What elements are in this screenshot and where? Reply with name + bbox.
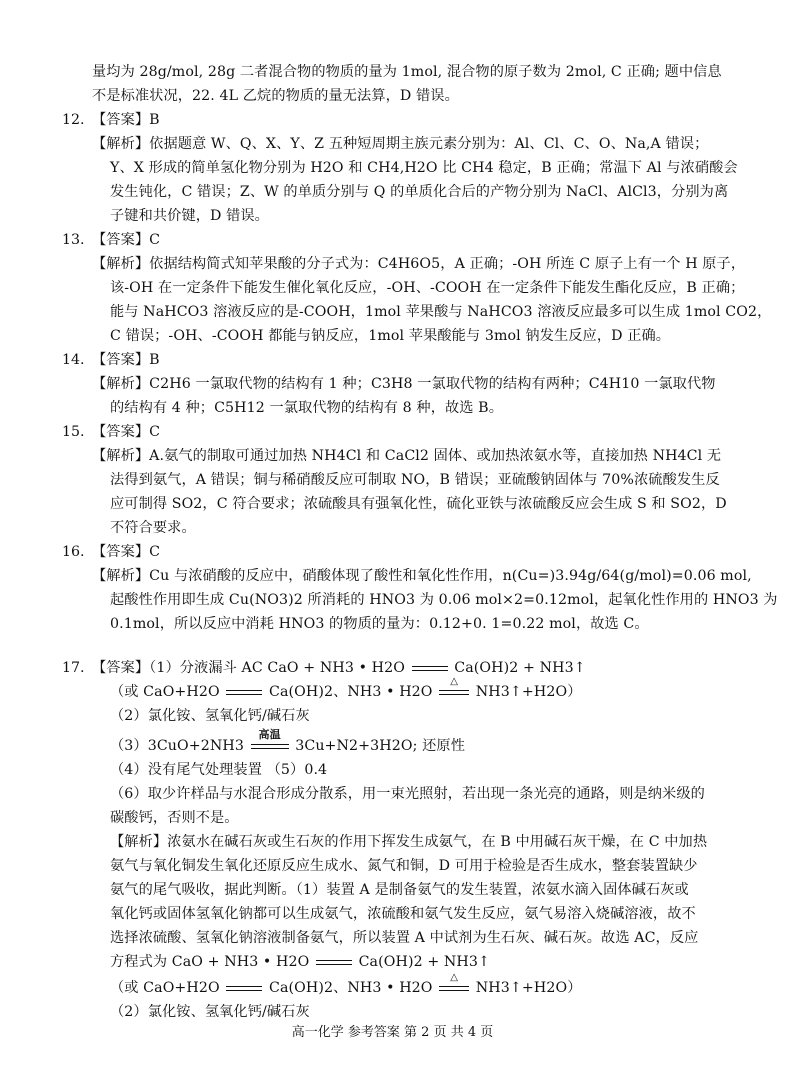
answer-line: 【答案】C	[92, 232, 161, 248]
text-line: （2）氯化铵、氢氧化钙/碱石灰	[110, 1004, 310, 1020]
text-line: 应可制得 SO2，C 符合要求；浓硫酸具有强氧化性，硫化亚铁与浓硫酸反应会生成 S 和 SO2，D	[110, 496, 727, 512]
equation-left: （或 CaO+H2O	[110, 980, 220, 996]
equation-line	[110, 727, 465, 757]
analysis-line: 【解析】C2H6 一氯取代物的结构有 1 种；C3H8 一氯取代物的结构有两种；C4H10 一氯取代物	[92, 376, 716, 392]
text-line: 该-OH 在一定条件下能发生催化氧化反应，-OH、-COOH 在一定条件下能发生酯化反应，B 正确；	[110, 280, 745, 296]
equals-sign	[316, 960, 352, 965]
analysis-line: 【解析】A.氨气的制取可通过加热 NH4Cl 和 CaCl2 固体、或加热浓氨水等，直接加热 NH4Cl 无	[92, 448, 722, 464]
text-line: 不是标准状况，22. 4L 乙烷的物质的量无法算，D 错误。	[92, 88, 459, 104]
equation-line	[110, 675, 582, 703]
analysis-line: 【解析】Cu 与浓硝酸的反应中，硝酸体现了酸性和氧化性作用，n(Cu=)3.94g/64(g/mol)=0.06 mol,	[92, 568, 752, 584]
analysis-line: 【解析】依据题意 W、Q、X、Y、Z 五种短周期主族元素分别为：Al、Cl、C、O、Na,A 错误；	[92, 136, 709, 152]
text-line: 能与 NaHCO3 溶液反应的是-COOH，1mol 苹果酸与 NaHCO3 溶液反应最多可以生成 1mol CO2，	[110, 304, 772, 320]
text-line: （6）取少许样品与水混合形成分散系，用一束光照射，若出现一条光亮的通路，则是纳米级的	[110, 786, 705, 802]
page-footer: 高一化学 参考答案 第 2 页 共 4 页	[291, 1025, 494, 1040]
analysis-line: 【解析】依据结构简式知苹果酸的分子式为：C4H6O5，A 正确；-OH 所连 C 原子上有一个 H 原子，	[92, 256, 746, 272]
equation-right: NH3↑+H2O）	[475, 980, 582, 996]
text-line: 碳酸钙，否则不是。	[110, 810, 239, 826]
text-line: 的结构有 4 种；C5H12 一氯取代物的结构有 8 种，故选 B。	[110, 400, 503, 416]
answer-line: 【答案】B	[92, 112, 160, 128]
equation-right: NH3↑+H2O）	[475, 684, 582, 700]
text-line: 法得到氨气，A 错误；铜与稀硝酸反应可制取 NO，B 错误；亚硫酸钠固体与 70%浓硫酸发生反	[110, 472, 720, 488]
high-temp-label: 高温	[258, 727, 281, 741]
equation-line	[110, 971, 582, 999]
equation-left: （或 CaO+H2O	[110, 684, 220, 700]
equation-left: 方程式为 CaO + NH3 • H2O	[110, 954, 310, 970]
equation-line	[110, 951, 490, 973]
text-line: 氨气的尾气吸收，据此判断。（1）装置 A 是制备氨气的发生装置，浓氨水滴入固体碱石灰或	[110, 882, 689, 898]
text-line: 氨气与氧化铜发生氧化还原反应生成水、氮气和铜，D 可用于检验是否生成水，整套装置缺少	[110, 858, 698, 874]
text-line: （4）没有尾气处理装置 （5）0.4	[110, 762, 328, 778]
equation-left: 【答案】（1）分液漏斗 AC CaO + NH3 • H2O	[92, 660, 406, 676]
heated-equals-sign	[439, 971, 469, 991]
equals-sign	[226, 690, 262, 695]
question-number: 12.	[62, 112, 85, 128]
high-temp-equals-sign	[251, 727, 289, 749]
text-line: 子键和共价键，D 错误。	[110, 208, 269, 224]
text-line: Y、X 形成的简单氢化物分别为 H2O 和 CH4,H2O 比 CH4 稳定，B 正确；常温下 Al 与浓硝酸会	[110, 160, 738, 176]
equation-right: Ca(OH)2 + NH3↑	[454, 660, 586, 676]
equation-right: Ca(OH)2 + NH3↑	[358, 954, 491, 970]
equation-right: 3Cu+N2+3H2O; 还原性	[295, 738, 465, 754]
answer-line: 【答案】C	[92, 544, 161, 560]
text-line: 不符合要求。	[110, 520, 196, 536]
question-number: 15.	[62, 424, 85, 440]
heated-equals-sign	[439, 675, 469, 695]
question-number: 16.	[62, 544, 85, 560]
answer-line: 【答案】C	[92, 424, 161, 440]
answer-line	[92, 657, 586, 679]
text-line: 选择浓硫酸、氢氧化钠溶液制备氨气，所以装置 A 中试剂为生石灰、碱石灰。故选 AC，反应	[110, 930, 699, 946]
answer-line: 【答案】B	[92, 352, 160, 368]
heat-symbol: △	[450, 675, 459, 687]
text-line: 起酸性作用即生成 Cu(NO3)2 所消耗的 HNO3 为 0.06 mol×2=0.12mol，起氧化性作用的 HNO3 为	[110, 592, 778, 608]
text-line: 量均为 28g/mol, 28g 二者混合物的物质的量为 1mol, 混合物的原子数为 2mol, C 正确; 题中信息	[92, 64, 722, 80]
text-line: 氧化钙或固体氢氧化钠都可以生成氨气，浓硫酸和氨气发生反应，氨气易溶入烧碱溶液，故不	[110, 906, 696, 922]
text-line: 发生钝化，C 错误；Z、W 的单质分别与 Q 的单质化合后的产物分别为 NaCl、AlCl3，分别为离	[110, 184, 729, 200]
text-line: C 错误；-OH、-COOH 都能与钠反应，1mol 苹果酸能与 3mol 钠发生反应，D 正确。	[110, 328, 671, 344]
text-line: 0.1mol，所以反应中消耗 HNO3 的物质的量为：0.12+0. 1=0.22 mol，故选 C。	[110, 616, 649, 632]
question-number: 13.	[62, 232, 85, 248]
equals-sign	[412, 666, 448, 671]
equals-sign	[226, 986, 262, 991]
analysis-line: 【解析】浓氨水在碱石灰或生石灰的作用下挥发生成氨气，在 B 中用碱石灰干燥，在 C 中加热	[110, 834, 708, 850]
equation-mid: Ca(OH)2、NH3 • H2O	[269, 684, 433, 700]
equation-left: （3）3CuO+2NH3	[110, 738, 244, 754]
heat-symbol: △	[450, 971, 459, 983]
question-number: 17.	[62, 660, 85, 676]
equation-mid: Ca(OH)2、NH3 • H2O	[269, 980, 433, 996]
question-number: 14.	[62, 352, 85, 368]
text-line: （2）氯化铵、氢氧化钙/碱石灰	[110, 708, 310, 724]
